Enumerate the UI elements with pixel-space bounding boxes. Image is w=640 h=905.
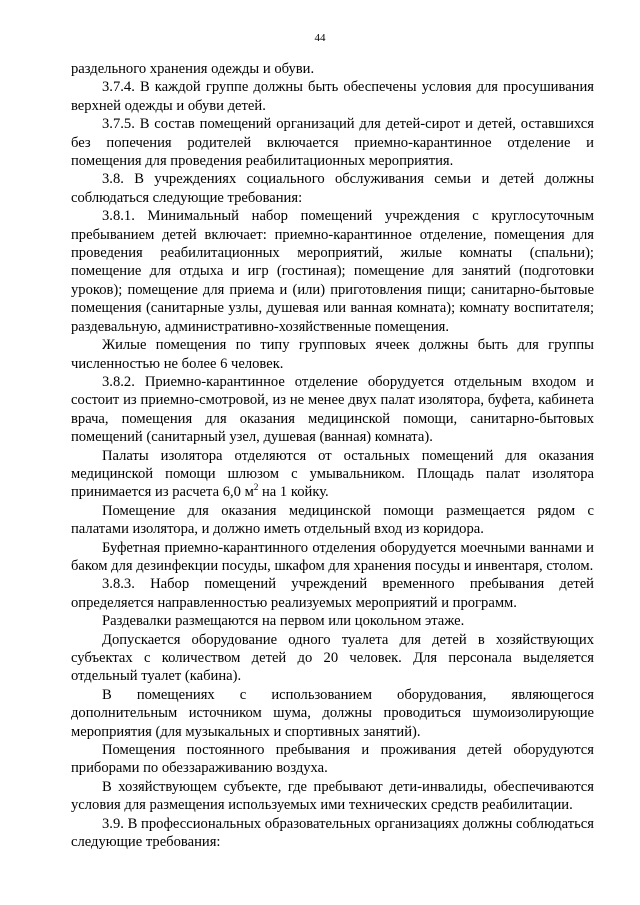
paragraph-text: 3.8.2. Приемно-карантинное отделение оборудуется отдельным входом и состоит из приемно-смотровой, из не менее двух палат изолятора, буфета, кабинета врача, помещения для оказания медицинской помощи, санитарно-бытовых помещений (санитарный узел, душевая (ванная) комната). [71,373,594,446]
paragraph-text: Жилые помещения по типу групповых ячеек должны быть для группы численностью не более 6 человек. [71,337,594,372]
paragraph [71,170,594,207]
paragraph [71,447,594,502]
paragraph-text: 3.7.4. В каждой группе должны быть обеспечены условия для просушивания верхней одежды и обуви детей. [71,79,594,114]
paragraph-text: Допускается оборудование одного туалета для детей в хозяйствующих субъектах с количеством детей до 20 человек. Для персонала выделяется отдельный туалет (кабина). [71,631,594,685]
paragraph [71,78,594,115]
paragraph-text-tail: на 1 койку. [258,484,329,501]
paragraph [71,539,594,576]
paragraph [71,502,594,539]
paragraph [71,686,594,741]
paragraph-text: В хозяйствующем субъекте, где пребывают дети-инвалиды, обеспечиваются условия для размещения используемых ими технических средств реабилитации. [71,778,594,814]
paragraph-text: Помещение для оказания медицинской помощи размещается рядом с палатами изолятора, и должно иметь отдельный вход из коридора. [71,502,594,538]
paragraph [71,60,594,78]
paragraph-text: 3.9. В профессиональных образовательных организациях должны соблюдаться следующие требования: [71,815,594,851]
superscript: 2 [253,482,259,493]
document-body [71,60,594,851]
paragraph [71,741,594,778]
paragraph-text: 3.8.1. Минимальный набор помещений учреждения с круглосуточным пребыванием детей включает: приемно-карантинное отделение, помещения для проведения реабилитационных мероприятий, жилые комнаты (спальни); помещение для отдыха и игр (гостиная); помещение для занятий (подготовки уроков); помещение для приема и (или) приготовления пищи; санитарно-бытовые помещения (санитарные узлы, душевая или ванная комната); комнату воспитателя; раздевальную, административно-хозяйственные помещения. [71,208,594,335]
paragraph [71,373,594,447]
paragraph-text: Палаты изолятора отделяются от остальных помещений для оказания медицинской помощи шлюзом с умывальником. Площадь палат изолятора принимается из расчета 6,0 м [71,447,594,501]
paragraph-text: Буфетная приемно-карантинного отделения оборудуется моечными ваннами и баком для дезинфекции посуды, шкафом для хранения посуды и инвентаря, столом. [71,539,594,574]
paragraph-text: 3.7.5. В состав помещений организаций для детей-сирот и детей, оставшихся без попечения родителей включается приемно-карантинное отделение и помещения для проведения реабилитационных мероприятия. [71,116,594,170]
paragraph [71,115,594,170]
page-number: 44 [314,32,326,44]
paragraph [71,612,594,630]
paragraph-text: В помещениях с использованием оборудования, являющегося дополнительным источником шума, должны проводиться шумоизолирующие мероприятия (для музыкальных и спортивных занятий). [71,686,594,740]
paragraph-text: 3.8. В учреждениях социального обслуживания семьи и детей должны соблюдаться следующие требования: [71,171,594,206]
paragraph-text: 3.8.3. Набор помещений учреждений временного пребывания детей определяется направленностью реализуемых мероприятий и программ. [71,576,594,611]
paragraph [71,631,594,686]
paragraph [71,207,594,336]
paragraph-text: Раздевалки размещаются на первом или цокольном этаже. [102,613,465,630]
paragraph [71,815,594,852]
paragraph [71,575,594,612]
paragraph [71,336,594,373]
paragraph-text: раздельного хранения одежды и обуви. [71,61,315,77]
paragraph [71,778,594,815]
paragraph-text: Помещения постоянного пребывания и проживания детей оборудуются приборами по обеззараживанию воздуха. [71,742,594,777]
